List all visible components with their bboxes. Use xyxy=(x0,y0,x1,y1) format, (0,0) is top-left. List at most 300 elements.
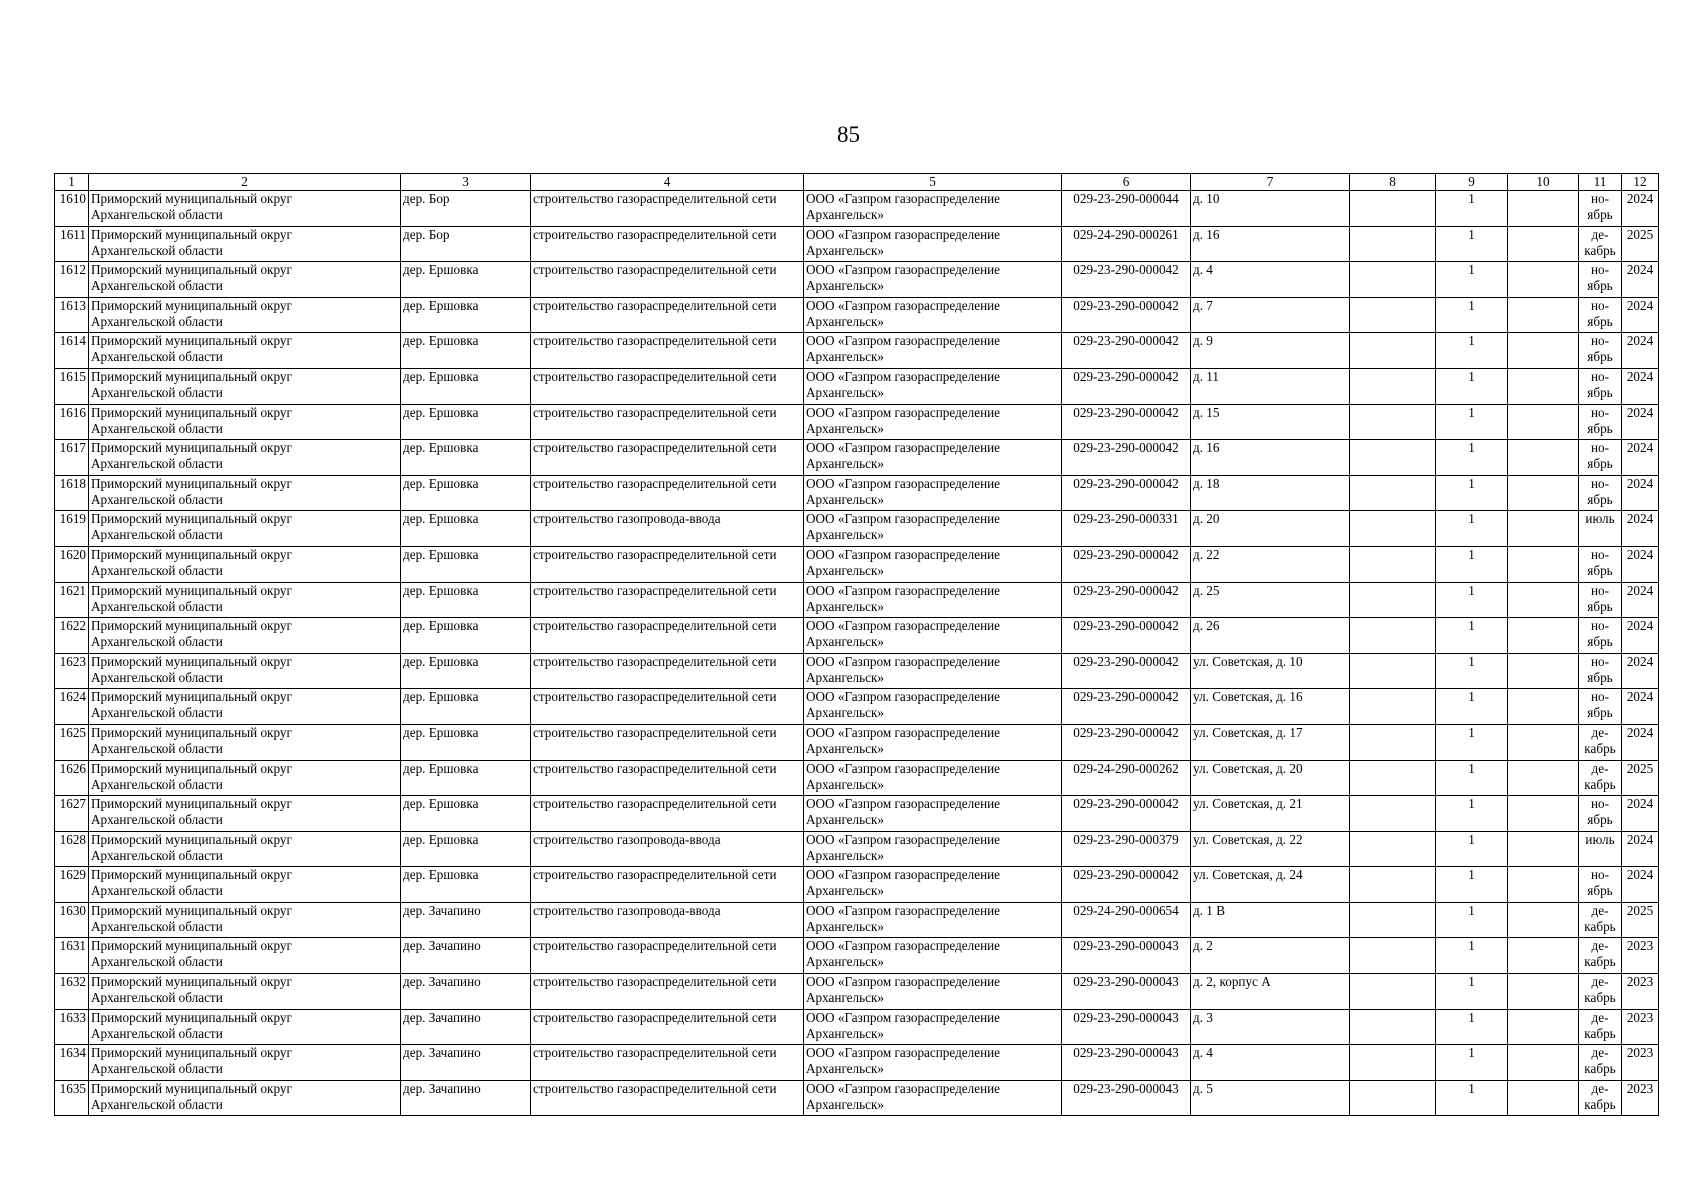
column-10-cell xyxy=(1508,404,1579,440)
column-8-cell xyxy=(1350,262,1436,298)
month-line-2: кабрь xyxy=(1584,776,1616,792)
address-cell: д. 2 xyxy=(1191,938,1350,974)
row-number: 1626 xyxy=(55,760,89,796)
organization-line-2: Архангельск» xyxy=(806,527,884,543)
municipality-line-2: Архангельской области xyxy=(91,456,223,472)
municipality-line-1: Приморский муниципальный округ xyxy=(91,262,292,278)
column-8-cell xyxy=(1350,368,1436,404)
organization-cell xyxy=(804,689,1062,725)
row-number: 1625 xyxy=(55,724,89,760)
municipality-cell xyxy=(89,333,401,369)
organization-cell xyxy=(804,226,1062,262)
program-code-cell: 029-24-290-000261 xyxy=(1062,226,1191,262)
municipality-line-2: Архангельской области xyxy=(91,420,223,436)
work-type-cell: строительство газораспределительной сети xyxy=(531,618,804,654)
organization-cell xyxy=(804,297,1062,333)
year-cell: 2024 xyxy=(1622,546,1659,582)
program-code-cell: 029-23-290-000379 xyxy=(1062,831,1191,867)
count-cell: 1 xyxy=(1436,760,1508,796)
municipality-line-2: Архангельской области xyxy=(91,527,223,543)
work-type-cell: строительство газораспределительной сети xyxy=(531,653,804,689)
organization-line-2: Архангельск» xyxy=(806,420,884,436)
year-cell: 2024 xyxy=(1622,618,1659,654)
settlement-cell: дер. Ершовка xyxy=(401,333,531,369)
count-cell: 1 xyxy=(1436,475,1508,511)
column-8-cell xyxy=(1350,867,1436,903)
organization-line-2: Архангельск» xyxy=(806,634,884,650)
count-cell: 1 xyxy=(1436,333,1508,369)
count-cell: 1 xyxy=(1436,796,1508,832)
column-8-cell xyxy=(1350,689,1436,725)
organization-line-1: ООО «Газпром газораспределение xyxy=(806,867,1001,883)
row-number: 1630 xyxy=(55,902,89,938)
municipality-line-1: Приморский муниципальный округ xyxy=(91,191,292,206)
organization-cell xyxy=(804,1080,1062,1116)
month-line-1: но- xyxy=(1590,475,1610,491)
count-cell: 1 xyxy=(1436,938,1508,974)
month-line-2: кабрь xyxy=(1584,954,1616,970)
month-line-1: де- xyxy=(1591,938,1609,954)
count-cell: 1 xyxy=(1436,902,1508,938)
month-line-2: ябрь xyxy=(1587,669,1613,685)
month-cell xyxy=(1579,440,1622,476)
month-line-2: ябрь xyxy=(1587,634,1613,650)
program-code-cell: 029-23-290-000042 xyxy=(1062,582,1191,618)
organization-cell xyxy=(804,368,1062,404)
count-cell: 1 xyxy=(1436,582,1508,618)
organization-cell xyxy=(804,546,1062,582)
count-cell: 1 xyxy=(1436,368,1508,404)
program-code-cell: 029-23-290-000042 xyxy=(1062,333,1191,369)
table-row xyxy=(55,226,1659,262)
organization-line-2: Архангельск» xyxy=(806,1096,884,1112)
municipality-line-2: Архангельской области xyxy=(91,883,223,899)
month-cell xyxy=(1579,511,1622,547)
column-10-cell xyxy=(1508,1009,1579,1045)
organization-line-1: ООО «Газпром газораспределение xyxy=(806,582,1001,598)
program-code-cell: 029-24-290-000262 xyxy=(1062,760,1191,796)
municipality-line-2: Архангельской области xyxy=(91,1096,223,1112)
municipality-cell xyxy=(89,475,401,511)
month-cell xyxy=(1579,404,1622,440)
table-row xyxy=(55,475,1659,511)
municipality-line-1: Приморский муниципальный округ xyxy=(91,796,292,812)
organization-cell xyxy=(804,760,1062,796)
settlement-cell: дер. Зачапино xyxy=(401,1009,531,1045)
count-cell: 1 xyxy=(1436,226,1508,262)
municipality-line-2: Архангельской области xyxy=(91,705,223,721)
settlement-cell: дер. Зачапино xyxy=(401,938,531,974)
month-line-2: ябрь xyxy=(1587,562,1613,578)
organization-cell xyxy=(804,511,1062,547)
column-8-cell xyxy=(1350,333,1436,369)
year-cell: 2023 xyxy=(1622,1009,1659,1045)
month-cell xyxy=(1579,368,1622,404)
work-type-cell: строительство газораспределительной сети xyxy=(531,582,804,618)
row-number: 1629 xyxy=(55,867,89,903)
organization-line-1: ООО «Газпром газораспределение xyxy=(806,618,1001,634)
address-cell: ул. Советская, д. 10 xyxy=(1191,653,1350,689)
organization-line-2: Архангельск» xyxy=(806,776,884,792)
table-row xyxy=(55,689,1659,725)
month-line-2: кабрь xyxy=(1584,242,1616,258)
column-10-cell xyxy=(1508,689,1579,725)
table-row xyxy=(55,867,1659,903)
year-cell: 2024 xyxy=(1622,262,1659,298)
work-type-cell: строительство газораспределительной сети xyxy=(531,689,804,725)
municipality-cell xyxy=(89,1080,401,1116)
settlement-cell: дер. Ершовка xyxy=(401,297,531,333)
year-cell: 2024 xyxy=(1622,689,1659,725)
year-cell: 2024 xyxy=(1622,724,1659,760)
count-cell: 1 xyxy=(1436,618,1508,654)
municipality-cell xyxy=(89,1009,401,1045)
year-cell: 2025 xyxy=(1622,226,1659,262)
organization-line-1: ООО «Газпром газораспределение xyxy=(806,404,1001,420)
work-type-cell: строительство газораспределительной сети xyxy=(531,262,804,298)
program-code-cell: 029-23-290-000042 xyxy=(1062,297,1191,333)
organization-line-2: Архангельск» xyxy=(806,491,884,507)
year-cell: 2023 xyxy=(1622,1080,1659,1116)
municipality-line-2: Архангельской области xyxy=(91,1061,223,1077)
year-cell: 2024 xyxy=(1622,404,1659,440)
program-code-cell: 029-23-290-000043 xyxy=(1062,974,1191,1010)
month-line-2: ябрь xyxy=(1587,349,1613,365)
work-type-cell: строительство газопровода-ввода xyxy=(531,511,804,547)
month-cell xyxy=(1579,226,1622,262)
month-cell xyxy=(1579,333,1622,369)
settlement-cell: дер. Зачапино xyxy=(401,974,531,1010)
organization-line-1: ООО «Газпром газораспределение xyxy=(806,760,1001,776)
column-8-cell xyxy=(1350,902,1436,938)
month-line-2: кабрь xyxy=(1584,918,1616,934)
month-line-2: ябрь xyxy=(1587,883,1613,899)
column-10-cell xyxy=(1508,796,1579,832)
municipality-cell xyxy=(89,867,401,903)
program-code-cell: 029-23-290-000043 xyxy=(1062,1009,1191,1045)
column-10-cell xyxy=(1508,440,1579,476)
organization-cell xyxy=(804,974,1062,1010)
address-cell: д. 7 xyxy=(1191,297,1350,333)
program-code-cell: 029-23-290-000042 xyxy=(1062,724,1191,760)
address-cell: д. 18 xyxy=(1191,475,1350,511)
row-number: 1613 xyxy=(55,297,89,333)
municipality-line-1: Приморский муниципальный округ xyxy=(91,1045,292,1061)
column-8-cell xyxy=(1350,475,1436,511)
work-type-cell: строительство газораспределительной сети xyxy=(531,404,804,440)
work-type-cell: строительство газораспределительной сети xyxy=(531,1009,804,1045)
column-10-cell xyxy=(1508,831,1579,867)
year-cell: 2024 xyxy=(1622,368,1659,404)
row-number: 1621 xyxy=(55,582,89,618)
column-header: 8 xyxy=(1350,174,1436,191)
municipality-cell xyxy=(89,938,401,974)
count-cell: 1 xyxy=(1436,867,1508,903)
row-number: 1635 xyxy=(55,1080,89,1116)
organization-line-2: Архангельск» xyxy=(806,705,884,721)
row-number: 1634 xyxy=(55,1045,89,1081)
settlement-cell: дер. Ершовка xyxy=(401,511,531,547)
municipality-cell xyxy=(89,902,401,938)
municipality-line-2: Архангельской области xyxy=(91,918,223,934)
year-cell: 2023 xyxy=(1622,938,1659,974)
address-cell: ул. Советская, д. 24 xyxy=(1191,867,1350,903)
month-line-1: де- xyxy=(1591,974,1609,990)
organization-cell xyxy=(804,475,1062,511)
municipality-line-1: Приморский муниципальный округ xyxy=(91,689,292,705)
month-cell xyxy=(1579,689,1622,725)
column-10-cell xyxy=(1508,191,1579,227)
organization-cell xyxy=(804,262,1062,298)
column-10-cell xyxy=(1508,760,1579,796)
municipality-cell xyxy=(89,582,401,618)
column-10-cell xyxy=(1508,333,1579,369)
organization-line-2: Архангельск» xyxy=(806,954,884,970)
program-code-cell: 029-23-290-000042 xyxy=(1062,368,1191,404)
municipality-line-1: Приморский муниципальный округ xyxy=(91,1009,292,1025)
work-type-cell: строительство газопровода-ввода xyxy=(531,831,804,867)
count-cell: 1 xyxy=(1436,191,1508,227)
month-line-1: но- xyxy=(1590,440,1610,456)
row-number: 1619 xyxy=(55,511,89,547)
municipality-line-1: Приморский муниципальный округ xyxy=(91,404,292,420)
settlement-cell: дер. Зачапино xyxy=(401,902,531,938)
program-code-cell: 029-23-290-000042 xyxy=(1062,475,1191,511)
organization-cell xyxy=(804,1045,1062,1081)
municipality-line-1: Приморский муниципальный округ xyxy=(91,582,292,598)
row-number: 1620 xyxy=(55,546,89,582)
count-cell: 1 xyxy=(1436,1045,1508,1081)
settlement-cell: дер. Ершовка xyxy=(401,475,531,511)
month-line-2: ябрь xyxy=(1587,278,1613,294)
municipality-line-1: Приморский муниципальный округ xyxy=(91,974,292,990)
column-10-cell xyxy=(1508,475,1579,511)
month-line-1: но- xyxy=(1590,653,1610,669)
column-10-cell xyxy=(1508,297,1579,333)
month-cell xyxy=(1579,262,1622,298)
organization-line-2: Архангельск» xyxy=(806,349,884,365)
municipality-cell xyxy=(89,368,401,404)
month-cell xyxy=(1579,1080,1622,1116)
municipality-line-2: Архангельской области xyxy=(91,847,223,863)
settlement-cell: дер. Ершовка xyxy=(401,724,531,760)
month-line-1: но- xyxy=(1590,689,1610,705)
table-row xyxy=(55,974,1659,1010)
municipality-line-1: Приморский муниципальный округ xyxy=(91,511,292,527)
organization-line-1: ООО «Газпром газораспределение xyxy=(806,1009,1001,1025)
month-cell xyxy=(1579,191,1622,227)
municipality-line-2: Архангельской области xyxy=(91,562,223,578)
organization-line-1: ООО «Газпром газораспределение xyxy=(806,938,1001,954)
month-line-1: де- xyxy=(1591,1080,1609,1096)
municipality-line-2: Архангельской области xyxy=(91,242,223,258)
settlement-cell: дер. Ершовка xyxy=(401,262,531,298)
organization-cell xyxy=(804,724,1062,760)
column-header: 4 xyxy=(531,174,804,191)
organization-line-2: Архангельск» xyxy=(806,384,884,400)
municipality-line-2: Архангельской области xyxy=(91,313,223,329)
organization-line-2: Архангельск» xyxy=(806,918,884,934)
municipality-cell xyxy=(89,297,401,333)
column-10-cell xyxy=(1508,867,1579,903)
month-line-2: ябрь xyxy=(1587,420,1613,436)
municipality-line-1: Приморский муниципальный округ xyxy=(91,546,292,562)
month-line-1: но- xyxy=(1590,297,1610,313)
organization-cell xyxy=(804,1009,1062,1045)
table-row xyxy=(55,902,1659,938)
program-code-cell: 029-23-290-000042 xyxy=(1062,262,1191,298)
settlement-cell: дер. Бор xyxy=(401,226,531,262)
page-number: 85 xyxy=(837,122,860,147)
municipality-line-2: Архангельской области xyxy=(91,384,223,400)
work-type-cell: строительство газораспределительной сети xyxy=(531,867,804,903)
address-cell: д. 5 xyxy=(1191,1080,1350,1116)
table-row xyxy=(55,297,1659,333)
settlement-cell: дер. Ершовка xyxy=(401,689,531,725)
column-10-cell xyxy=(1508,974,1579,1010)
program-code-cell: 029-23-290-000042 xyxy=(1062,867,1191,903)
column-header: 6 xyxy=(1062,174,1191,191)
municipality-line-1: Приморский муниципальный округ xyxy=(91,760,292,776)
settlement-cell: дер. Бор xyxy=(401,191,531,227)
organization-line-2: Архангельск» xyxy=(806,669,884,685)
month-line-1: июль xyxy=(1585,511,1615,527)
work-type-cell: строительство газораспределительной сети xyxy=(531,760,804,796)
address-cell: д. 11 xyxy=(1191,368,1350,404)
municipality-line-1: Приморский муниципальный округ xyxy=(91,333,292,349)
month-line-2: ябрь xyxy=(1587,705,1613,721)
month-cell xyxy=(1579,297,1622,333)
organization-line-1: ООО «Газпром газораспределение xyxy=(806,724,1001,740)
organization-line-1: ООО «Газпром газораспределение xyxy=(806,226,1001,242)
column-8-cell xyxy=(1350,191,1436,227)
month-line-1: но- xyxy=(1590,368,1610,384)
address-cell: д. 2, корпус А xyxy=(1191,974,1350,1010)
month-line-2: кабрь xyxy=(1584,1096,1616,1112)
column-8-cell xyxy=(1350,546,1436,582)
month-line-1: но- xyxy=(1590,333,1610,349)
year-cell: 2024 xyxy=(1622,867,1659,903)
organization-line-2: Архангельск» xyxy=(806,990,884,1006)
column-8-cell xyxy=(1350,1045,1436,1081)
work-type-cell: строительство газораспределительной сети xyxy=(531,475,804,511)
column-10-cell xyxy=(1508,618,1579,654)
work-type-cell: строительство газораспределительной сети xyxy=(531,796,804,832)
municipality-line-1: Приморский муниципальный округ xyxy=(91,368,292,384)
count-cell: 1 xyxy=(1436,724,1508,760)
work-type-cell: строительство газораспределительной сети xyxy=(531,724,804,760)
column-8-cell xyxy=(1350,226,1436,262)
organization-cell xyxy=(804,938,1062,974)
table-row xyxy=(55,1045,1659,1081)
column-8-cell xyxy=(1350,724,1436,760)
organization-cell xyxy=(804,867,1062,903)
row-number: 1624 xyxy=(55,689,89,725)
work-type-cell: строительство газораспределительной сети xyxy=(531,1080,804,1116)
row-number: 1632 xyxy=(55,974,89,1010)
organization-cell xyxy=(804,618,1062,654)
column-header: 9 xyxy=(1436,174,1508,191)
municipality-cell xyxy=(89,653,401,689)
count-cell: 1 xyxy=(1436,297,1508,333)
month-line-1: де- xyxy=(1591,724,1609,740)
organization-line-1: ООО «Газпром газораспределение xyxy=(806,262,1001,278)
column-8-cell xyxy=(1350,653,1436,689)
organization-line-1: ООО «Газпром газораспределение xyxy=(806,689,1001,705)
municipality-line-1: Приморский муниципальный округ xyxy=(91,902,292,918)
month-line-1: де- xyxy=(1591,1045,1609,1061)
work-type-cell: строительство газораспределительной сети xyxy=(531,938,804,974)
settlement-cell: дер. Ершовка xyxy=(401,760,531,796)
organization-cell xyxy=(804,831,1062,867)
municipality-line-2: Архангельской области xyxy=(91,1025,223,1041)
municipality-line-2: Архангельской области xyxy=(91,207,223,222)
address-cell: д. 1 В xyxy=(1191,902,1350,938)
municipality-line-1: Приморский муниципальный округ xyxy=(91,297,292,313)
organization-cell xyxy=(804,191,1062,227)
table-row xyxy=(55,831,1659,867)
table-body xyxy=(55,191,1659,1116)
row-number: 1610 xyxy=(55,191,89,227)
year-cell: 2024 xyxy=(1622,582,1659,618)
column-8-cell xyxy=(1350,404,1436,440)
settlement-cell: дер. Ершовка xyxy=(401,368,531,404)
year-cell: 2024 xyxy=(1622,475,1659,511)
month-line-2: ябрь xyxy=(1587,598,1613,614)
table-row xyxy=(55,546,1659,582)
municipality-line-1: Приморский муниципальный округ xyxy=(91,618,292,634)
municipality-line-2: Архангельской области xyxy=(91,812,223,828)
month-line-1: но- xyxy=(1590,582,1610,598)
row-number: 1618 xyxy=(55,475,89,511)
row-number: 1623 xyxy=(55,653,89,689)
month-cell xyxy=(1579,546,1622,582)
address-cell: д. 16 xyxy=(1191,226,1350,262)
column-8-cell xyxy=(1350,831,1436,867)
column-10-cell xyxy=(1508,226,1579,262)
organization-line-1: ООО «Газпром газораспределение xyxy=(806,796,1001,812)
column-10-cell xyxy=(1508,938,1579,974)
month-line-1: но- xyxy=(1590,404,1610,420)
month-line-1: но- xyxy=(1590,191,1610,206)
municipality-line-2: Архангельской области xyxy=(91,669,223,685)
organization-line-1: ООО «Газпром газораспределение xyxy=(806,546,1001,562)
count-cell: 1 xyxy=(1436,653,1508,689)
column-header: 3 xyxy=(401,174,531,191)
municipality-line-2: Архангельской области xyxy=(91,634,223,650)
column-header: 2 xyxy=(89,174,401,191)
month-cell xyxy=(1579,1045,1622,1081)
settlement-cell: дер. Ершовка xyxy=(401,867,531,903)
month-line-2: ябрь xyxy=(1587,207,1613,222)
organization-line-2: Архангельск» xyxy=(806,562,884,578)
municipality-line-2: Архангельской области xyxy=(91,598,223,614)
program-code-cell: 029-23-290-000042 xyxy=(1062,653,1191,689)
column-8-cell xyxy=(1350,760,1436,796)
row-number: 1614 xyxy=(55,333,89,369)
year-cell: 2024 xyxy=(1622,297,1659,333)
row-number: 1628 xyxy=(55,831,89,867)
column-header: 11 xyxy=(1579,174,1622,191)
row-number: 1617 xyxy=(55,440,89,476)
municipality-cell xyxy=(89,440,401,476)
row-number: 1633 xyxy=(55,1009,89,1045)
month-cell xyxy=(1579,618,1622,654)
column-header: 5 xyxy=(804,174,1062,191)
count-cell: 1 xyxy=(1436,1080,1508,1116)
column-number-row xyxy=(55,174,1659,191)
organization-line-1: ООО «Газпром газораспределение xyxy=(806,902,1001,918)
